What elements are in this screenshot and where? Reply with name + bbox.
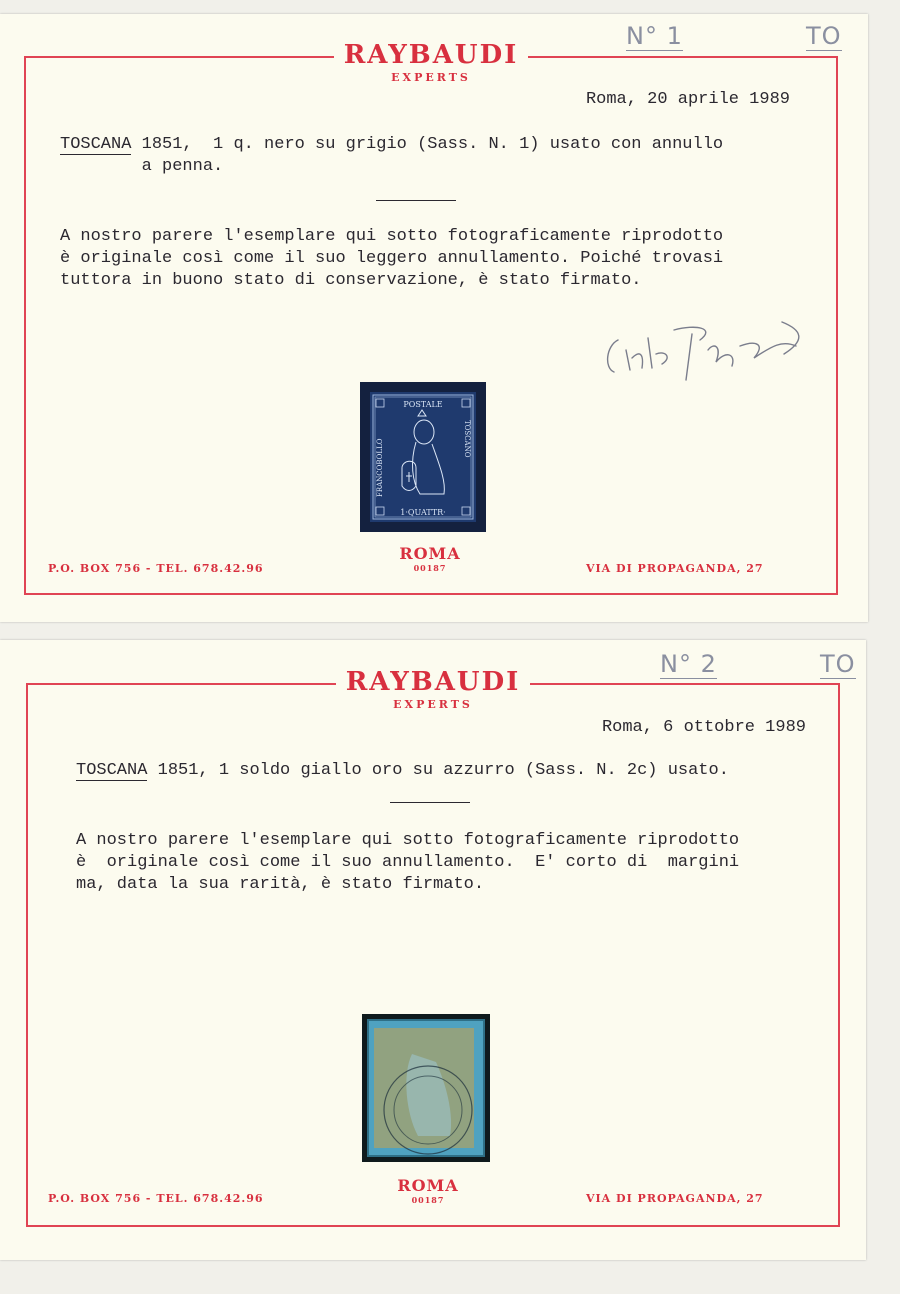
opinion-line-2: è originale così come il suo annullamento. E' corto di margini bbox=[76, 853, 740, 872]
handwritten-code: TO bbox=[806, 22, 842, 50]
footer-city: ROMA bbox=[397, 1176, 459, 1195]
certificate-subject bbox=[60, 134, 723, 178]
opinion-line-3: tuttora in buono stato di conservazione, è stato firmato. bbox=[60, 271, 642, 290]
divider-rule bbox=[376, 200, 456, 201]
handwritten-code: TO bbox=[820, 650, 856, 678]
brand-subtitle: EXPERTS bbox=[393, 698, 473, 711]
brand-name: RAYBAUDI bbox=[334, 39, 529, 71]
opinion-line-2: è originale così come il suo leggero annullamento. Poiché trovasi bbox=[60, 249, 724, 268]
footer-zip: 00187 bbox=[413, 563, 447, 573]
subject-label: TOSCANA bbox=[60, 135, 132, 154]
expert-signature bbox=[596, 310, 816, 390]
footer-city-block bbox=[380, 544, 480, 573]
handwritten-number: N° 1 bbox=[626, 22, 683, 50]
footer-city-block bbox=[378, 1176, 478, 1205]
subject-line-1: 1851, 1 q. nero su grigio (Sass. N. 1) usato con annullo bbox=[131, 135, 724, 154]
footer-contact: P.O. BOX 756 - TEL. 678.42.96 bbox=[48, 1192, 264, 1205]
stamp-top-text: POSTALE bbox=[403, 400, 443, 409]
subject-line-1: 1851, 1 soldo giallo oro su azzurro (Sass. N. 2c) usato. bbox=[147, 761, 729, 780]
certificate-date: Roma, 6 ottobre 1989 bbox=[601, 718, 806, 737]
stamp-bottom-text: 1·QUATTR· bbox=[400, 508, 446, 517]
certificate-2 bbox=[0, 640, 866, 1260]
footer-city: ROMA bbox=[399, 544, 461, 563]
brand-name: RAYBAUDI bbox=[336, 666, 531, 698]
footer-address: VIA DI PROPAGANDA, 27 bbox=[586, 562, 764, 575]
opinion-line-1: A nostro parere l'esemplare qui sotto fotograficamente riprodotto bbox=[60, 227, 724, 246]
certificate-date: Roma, 20 aprile 1989 bbox=[585, 90, 790, 109]
certificate-opinion bbox=[76, 830, 739, 896]
footer-contact: P.O. BOX 756 - TEL. 678.42.96 bbox=[48, 562, 264, 575]
opinion-line-3: ma, data la sua rarità, è stato firmato. bbox=[76, 875, 485, 894]
subject-label: TOSCANA bbox=[76, 761, 148, 780]
subject-line-2: a penna. bbox=[60, 157, 224, 176]
certificate-opinion bbox=[60, 226, 723, 292]
opinion-line-1: A nostro parere l'esemplare qui sotto fotograficamente riprodotto bbox=[76, 831, 740, 850]
stamp-image-1 bbox=[360, 382, 486, 532]
handwritten-number: N° 2 bbox=[660, 650, 717, 678]
divider-rule bbox=[390, 802, 470, 803]
brand-header bbox=[26, 39, 836, 84]
stamp-right-text: TOSCANO bbox=[463, 420, 471, 458]
certificate-subject bbox=[76, 760, 729, 782]
footer-zip: 00187 bbox=[411, 1195, 445, 1205]
stamp-image-2 bbox=[362, 1014, 490, 1162]
footer-address: VIA DI PROPAGANDA, 27 bbox=[586, 1192, 764, 1205]
brand-subtitle: EXPERTS bbox=[391, 71, 471, 84]
certificate-1 bbox=[0, 14, 868, 622]
stamp-left-text: FRANCOBOLLO bbox=[376, 438, 384, 497]
